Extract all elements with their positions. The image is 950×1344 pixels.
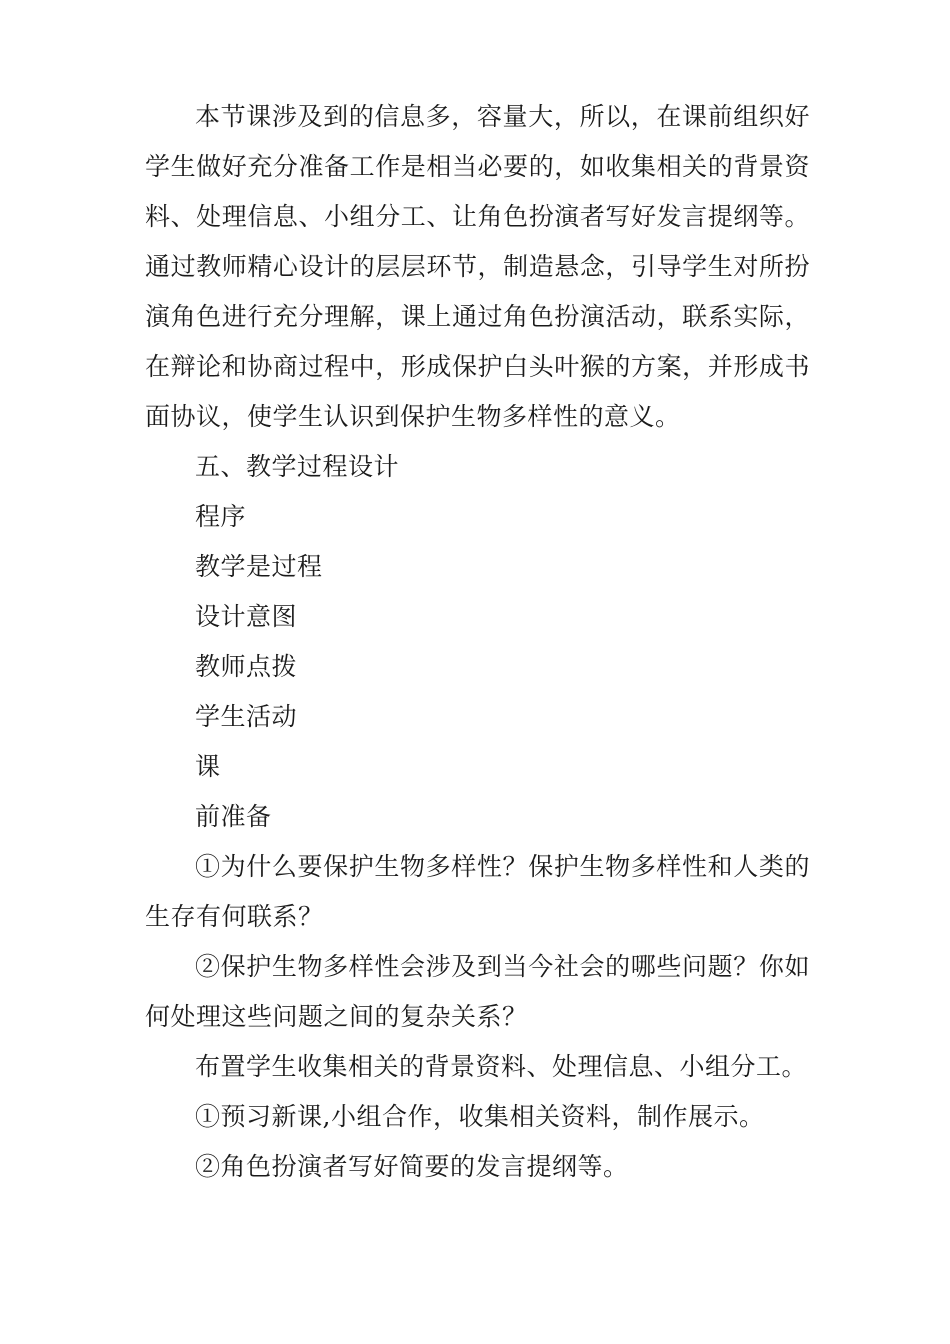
question-item-1: ①为什么要保护生物多样性？保护生物多样性和人类的生存有何联系？	[145, 852, 810, 931]
section-heading: 五、教学过程设计	[195, 452, 400, 481]
activity-item-1: ①预习新课,小组合作，收集相关资料，制作展示。	[195, 1102, 765, 1131]
table-cell-teaching-process: 教学是过程	[195, 552, 323, 581]
activity-item-2: ②角色扮演者写好简要的发言提纲等。	[195, 1152, 629, 1181]
table-cell-stage-part1: 课	[195, 752, 221, 781]
table-cell-stage-part2: 前准备	[195, 802, 272, 831]
table-cell-procedure: 程序	[195, 502, 247, 531]
table-cell-design-intent: 设计意图	[195, 602, 298, 631]
assignment-text: 布置学生收集相关的背景资料、处理信息、小组分工。	[195, 1052, 808, 1081]
paragraph-intro: 本节课涉及到的信息多，容量大，所以，在课前组织好学生做好充分准备工作是相当必要的，如收集相关的背景资料、处理信息、小组分工、让角色扮演者写好发言提纲等。通过教师精心设计的层层环节，制造悬念，引导学生对所扮演角色进行充分理解，课上通过角色扮演活动，联系实际，在辩论和协商过程中，形成保护白头叶猴的方案，并形成书面协议，使学生认识到保护生物多样性的意义。	[145, 102, 810, 431]
table-cell-student-activity: 学生活动	[195, 702, 298, 731]
question-item-2: ②保护生物多样性会涉及到当今社会的哪些问题？你如何处理这些问题之间的复杂关系？	[145, 952, 810, 1031]
document-body	[145, 92, 810, 1192]
table-cell-teacher-guidance: 教师点拨	[195, 652, 298, 681]
